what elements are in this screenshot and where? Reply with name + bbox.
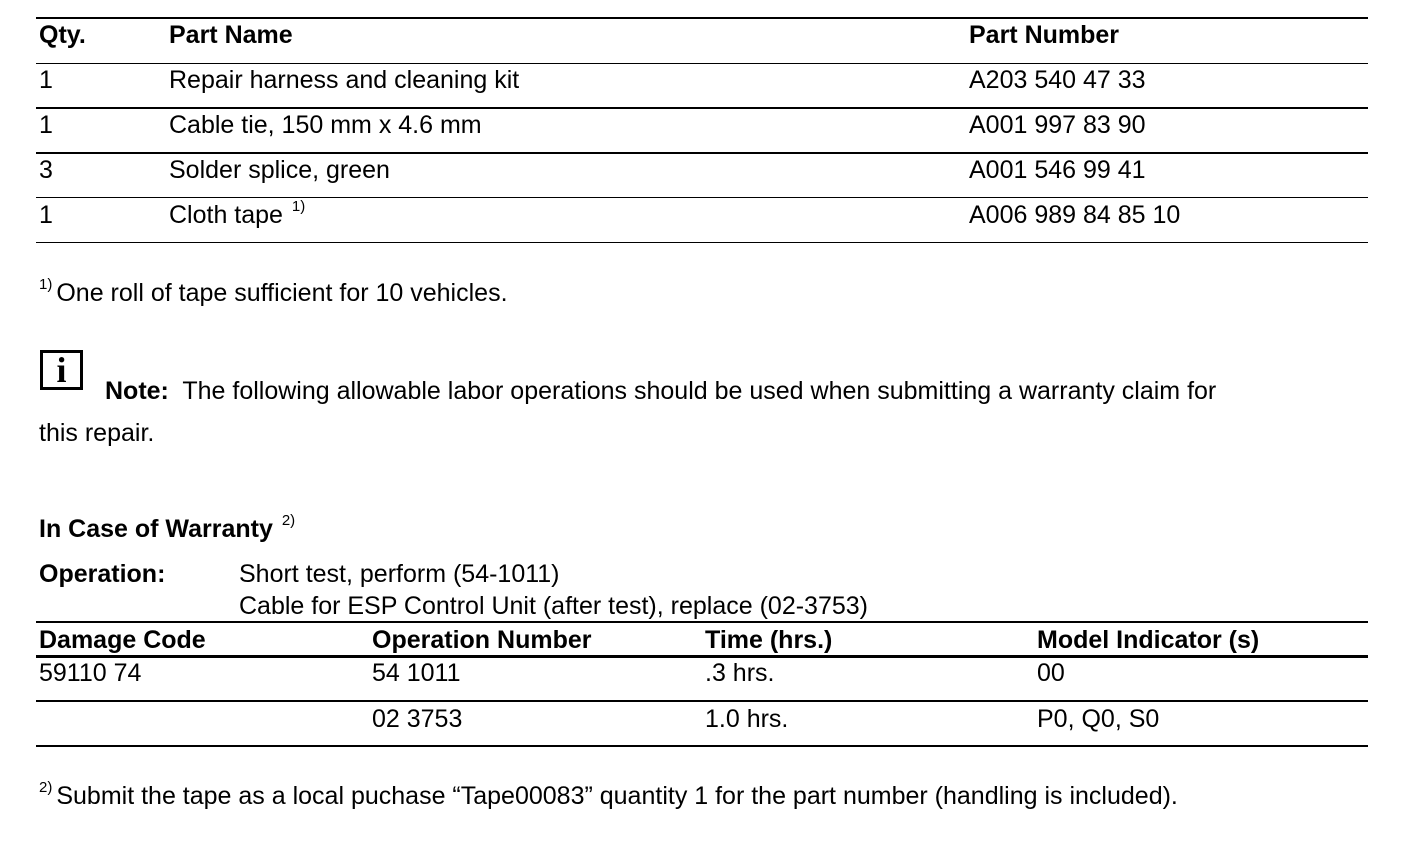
warranty-title <box>39 512 296 544</box>
labor-row-time: 1.0 hrs. <box>705 705 789 733</box>
labor-row-operation-number: 54 1011 <box>372 659 461 687</box>
labor-row-damage-code: 59110 74 <box>39 659 142 687</box>
parts-row-name: Cable tie, 150 mm x 4.6 mm <box>169 111 482 139</box>
operation-line-1: Short test, perform (54-1011) <box>239 560 560 588</box>
footnote-marker: 2) <box>281 512 296 529</box>
parts-row-qty: 3 <box>39 156 53 184</box>
footnote-marker: 1) <box>291 198 306 215</box>
labor-row-model-indicator: P0, Q0, S0 <box>1037 705 1160 733</box>
table-rule <box>36 197 1368 198</box>
labor-header-damage-code: Damage Code <box>39 626 206 654</box>
parts-header-qty: Qty. <box>39 21 86 49</box>
note-line-1 <box>105 377 1216 406</box>
parts-row-qty: 1 <box>39 66 53 94</box>
table-top-rule <box>36 621 1368 623</box>
info-icon: i <box>40 350 83 390</box>
parts-row-name: Solder splice, green <box>169 156 390 184</box>
table-rule <box>36 107 1368 109</box>
parts-row-qty: 1 <box>39 201 53 229</box>
table-rule <box>36 152 1368 154</box>
operation-label: Operation: <box>39 560 166 588</box>
footnote-marker: 1) <box>39 276 53 293</box>
parts-header-part-number: Part Number <box>969 21 1120 49</box>
parts-row-number: A006 989 84 85 10 <box>969 201 1181 229</box>
footnote-text: One roll of tape sufficient for 10 vehicles. <box>56 279 508 307</box>
parts-row-name: Repair harness and cleaning kit <box>169 66 520 94</box>
note-label: Note: <box>105 377 169 405</box>
table-top-rule <box>36 17 1368 19</box>
parts-row-qty: 1 <box>39 111 53 139</box>
footnote-marker: 2) <box>39 779 53 796</box>
parts-row-name-text: Cloth tape <box>169 201 283 229</box>
parts-row-number: A203 540 47 33 <box>969 66 1146 94</box>
parts-row-name <box>169 198 306 230</box>
footnote-2 <box>39 779 1178 811</box>
labor-header-model-indicator: Model Indicator (s) <box>1037 626 1260 654</box>
labor-header-operation-number: Operation Number <box>372 626 592 654</box>
warranty-title-text: In Case of Warranty <box>39 515 273 543</box>
table-rule <box>36 63 1368 64</box>
parts-row-number: A001 546 99 41 <box>969 156 1146 184</box>
labor-header-time: Time (hrs.) <box>705 626 833 654</box>
labor-row-time: .3 hrs. <box>705 659 775 687</box>
table-bottom-rule <box>36 242 1368 243</box>
parts-row-number: A001 997 83 90 <box>969 111 1146 139</box>
footnote-1 <box>39 276 508 308</box>
operation-line-2: Cable for ESP Control Unit (after test), replace (02-3753) <box>239 592 868 620</box>
table-rule <box>36 700 1368 702</box>
table-rule <box>36 655 1368 658</box>
note-line-2: this repair. <box>39 419 155 447</box>
labor-row-operation-number: 02 3753 <box>372 705 463 733</box>
table-bottom-rule <box>36 745 1368 747</box>
note-text: The following allowable labor operations should be used when submitting a warranty claim for <box>182 377 1217 405</box>
labor-row-model-indicator: 00 <box>1037 659 1065 687</box>
footnote-text: Submit the tape as a local puchase “Tape00083” quantity 1 for the part number (handling is included). <box>56 782 1178 810</box>
parts-header-part-name: Part Name <box>169 21 293 49</box>
